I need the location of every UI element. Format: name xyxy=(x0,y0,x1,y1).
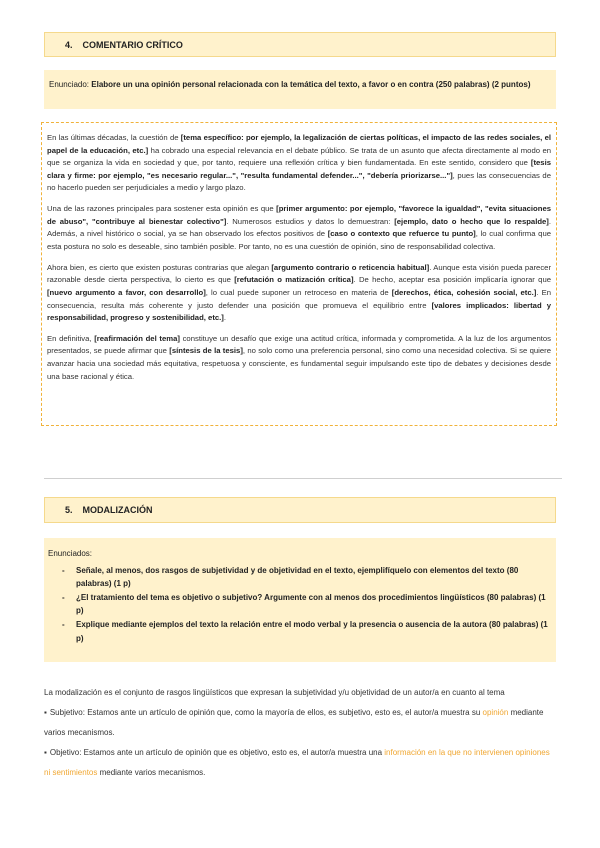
placeholder-bold-text: [tesis clara y firme: por ejemplo, "es necesario regular...", "resulta fundamental defender...", "debería priorizarse..."] xyxy=(47,158,551,180)
objetivo-text: Objetivo: Estamos ante un artículo de opinión que es objetivo, esto es, el autor/a muestra una xyxy=(49,748,385,757)
modalizacion-body xyxy=(44,683,558,783)
subjetivo-highlight: opinión xyxy=(482,708,509,717)
enunciado-item-3: Explique mediante ejemplos del texto la relación entre el modo verbal y la presencia o ausencia de la autora (80 palabras) (1 p) xyxy=(76,619,548,643)
dash-marker: - xyxy=(62,565,65,575)
essay-paragraph-2 xyxy=(47,203,551,253)
subjetivo-text-end: mediante varios mecanismos. xyxy=(44,708,544,737)
essay-text-run: . Numerosos estudios y datos lo demuestran: xyxy=(226,216,395,226)
essay-text-run: Una de las razones principales para sostener esta opinión es que xyxy=(47,204,277,214)
essay-text-run: . xyxy=(223,313,226,323)
essay-text-run: ha cobrado una especial relevancia en el debate público. Se trata de un asunto que afecta directamente al modo en que se organiza la vida en sociedad y que, por tanto, requiere una reflexión crítica y bien fundamentada. En este sentido, considero que xyxy=(47,145,552,168)
essay-paragraph-1 xyxy=(47,132,551,195)
section-4-header xyxy=(44,32,556,57)
square-bullet-icon: ▪ xyxy=(44,748,47,757)
dash-marker: - xyxy=(62,619,65,629)
placeholder-bold-text: [valores implicados: libertad y responsabilidad, progreso y sostenibilidad, etc.] xyxy=(47,300,551,323)
placeholder-bold-text: [derechos, ética, cohesión social, etc.] xyxy=(391,287,537,297)
section-5-enunciados xyxy=(44,538,556,662)
placeholder-bold-text: [síntesis de la tesis] xyxy=(169,346,243,356)
essay-text-run: , no solo como una preferencia personal, sino como una necesidad colectiva. Si se quiere avanzar hacia una sociedad más equitativa, respetuosa y consciente, es fundamental seguir impulsando este tipo de debates y decisiones desde una base racional y ética. xyxy=(47,346,551,381)
square-bullet-icon: ▪ xyxy=(44,708,47,717)
placeholder-bold-text: [nuevo argumento a favor, con desarrollo] xyxy=(47,287,206,297)
essay-paragraph-3 xyxy=(47,262,551,325)
list-item xyxy=(48,591,552,618)
essay-text-run: , lo cual puede suponer un retroceso en materia de xyxy=(205,287,392,297)
section-5-header xyxy=(44,497,556,523)
placeholder-bold-text: [ejemplo, dato o hecho que lo respalde] xyxy=(394,216,549,226)
essay-text-run: Ahora bien, es cierto que existen posturas contrarias que alegan xyxy=(47,262,272,272)
section-4-title: COMENTARIO CRÍTICO xyxy=(82,39,183,50)
essay-text-run: . En consecuencia, resulta más coherente y justo defender una posición que promueva el equilibrio entre xyxy=(47,287,551,310)
enunciados-title: Enunciados: xyxy=(48,549,93,558)
placeholder-bold-text: [caso o contexto que refuerce tu punto] xyxy=(327,229,476,239)
enunciado-item-2: ¿El tratamiento del tema es objetivo o subjetivo? Argumente con al menos dos procedimientos lingüísticos (80 palabras) (1 p) xyxy=(76,592,546,616)
enunciado-item-1: Señale, al menos, dos rasgos de subjetividad y de objetividad en el texto, ejemplifíquelo con elementos del texto (80 palabras) (1 p) xyxy=(76,565,519,589)
list-item xyxy=(48,618,552,645)
section-divider xyxy=(44,478,562,479)
enunciado-lead: Enunciado: xyxy=(49,80,92,89)
enunciado-text: Elabore un una opinión personal relacionada con la temática del texto, a favor o en contra (250 palabras) (2 puntos) xyxy=(91,80,531,89)
enunciados-list xyxy=(48,564,552,646)
section-5-title: MODALIZACIÓN xyxy=(82,505,153,515)
placeholder-bold-text: [tema específico: por ejemplo, la legalización de ciertas políticas, el impacto de las redes sociales, el papel de la educación, etc.] xyxy=(47,133,551,155)
essay-text-run: En las últimas décadas, la cuestión de xyxy=(47,133,181,142)
subjetivo-paragraph xyxy=(44,703,558,743)
essay-text-run: En definitiva, xyxy=(47,333,95,343)
essay-text-run: , pues las consecuencias de no hacerlo pueden ser perjudiciales a medio y largo plazo. xyxy=(47,170,551,193)
essay-text-run: , lo cual confirma que esta postura no solo es deseable, sino también posible. Por tanto, no es una cuestión de opinión, sino de responsabilidad colectiva. xyxy=(47,229,551,251)
placeholder-bold-text: [primer argumento: por ejemplo, "favorece la igualdad", "evita situaciones de abuso", "contribuye al bienestar colectivo"] xyxy=(47,204,551,226)
modalizacion-intro: La modalización es el conjunto de rasgos lingüísticos que expresan la subjetividad y/u objetividad de un autor/a en cuanto al tema xyxy=(44,688,505,697)
essay-text-run: . De hecho, aceptar esa posición implicaría ignorar que xyxy=(353,275,551,285)
essay-text-run: . Además, a nivel histórico o social, ya se han observado los efectos positivos de xyxy=(47,216,551,239)
placeholder-bold-text: [argumento contrario o reticencia habitual] xyxy=(271,262,430,272)
subjetivo-text: Subjetivo: Estamos ante un artículo de opinión que, como la mayoría de ellos, es subjetivo, esto es, el autor/a muestra su xyxy=(49,708,483,717)
placeholder-bold-text: [refutación o matización crítica] xyxy=(234,275,354,285)
objetivo-highlight: información en la que no intervienen opiniones ni sentimientos xyxy=(44,748,550,777)
essay-template-box xyxy=(41,122,557,426)
list-item xyxy=(48,564,552,591)
objetivo-text-end: mediante varios mecanismos. xyxy=(97,768,206,777)
essay-paragraph-4 xyxy=(47,333,551,383)
essay-text-run: constituye un desafío que exige una actitud crítica, informada y comprometida. A la luz de los argumentos presentados, se puede afirmar que xyxy=(47,333,551,356)
section-4-number: 4. xyxy=(65,39,73,50)
placeholder-bold-text: [reafirmación del tema] xyxy=(94,333,180,343)
section-4-enunciado xyxy=(44,70,556,109)
section-5-number: 5. xyxy=(65,505,73,515)
objetivo-paragraph xyxy=(44,743,558,783)
essay-text-run: . Aunque esta visión pueda parecer razonable desde cierta perspectiva, lo cierto es que xyxy=(47,262,552,285)
dash-marker: - xyxy=(62,592,65,602)
